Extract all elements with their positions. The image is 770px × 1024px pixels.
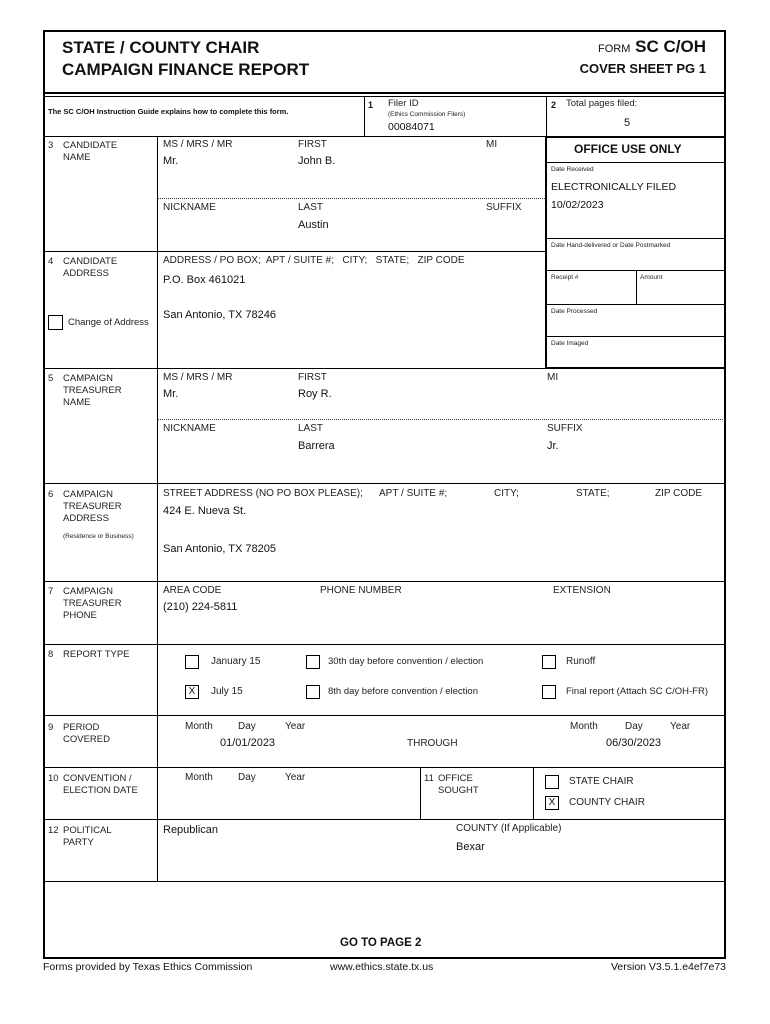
- jan15-checkbox[interactable]: [185, 655, 199, 669]
- zip-label: ZIP CODE: [417, 255, 465, 266]
- processed-label: Date Processed: [551, 308, 598, 315]
- candidate-address-field-label: [163, 256, 465, 266]
- amount-label: Amount: [640, 274, 663, 281]
- period-from-year-label: Year: [285, 721, 306, 732]
- period-to-month-label: Month: [570, 721, 598, 732]
- office-use-line-c: [546, 304, 725, 305]
- section5-bottom: [43, 483, 726, 484]
- filed-text: ELECTRONICALLY FILED: [551, 181, 677, 193]
- period-to-date: 06/30/2023: [606, 737, 662, 749]
- party-label: POLITICAL PARTY: [63, 825, 112, 848]
- office-use-line-d: [546, 336, 725, 337]
- runoff-checkbox[interactable]: [542, 655, 556, 669]
- section8-bottom: [43, 715, 726, 716]
- row1-divider-a: [364, 96, 365, 136]
- treasurer-first-label: FIRST: [298, 372, 327, 383]
- area-code-label: AREA CODE: [163, 585, 222, 596]
- final-report-label: Final report (Attach SC C/OH-FR): [566, 686, 708, 697]
- section7-bottom: [43, 644, 726, 645]
- treasurer-name-dotted: [158, 419, 725, 420]
- filer-id-label: Filer ID: [388, 98, 419, 109]
- date-received-label: Date Received: [551, 166, 594, 173]
- period-to-day-label: Day: [625, 721, 643, 732]
- section12-bottom: [43, 881, 726, 882]
- report-type-num: 8: [48, 649, 54, 660]
- footer-right: Version V3.5.1.e4ef7e73: [610, 961, 726, 973]
- phone-number-label: PHONE NUMBER: [320, 585, 402, 596]
- filer-id-value: 00084071: [388, 121, 435, 133]
- filer-id-num: 1: [368, 100, 374, 110]
- office-use-title-line: [546, 162, 725, 163]
- candidate-mi-label: MI: [486, 139, 498, 150]
- address-label: ADDRESS / PO BOX;: [163, 255, 261, 266]
- county-label: COUNTY (If Applicable): [456, 823, 562, 834]
- section9-bottom: [43, 767, 726, 768]
- treasurer-nickname-label: NICKNAME: [163, 423, 216, 434]
- form-code-value: SC C/OH: [635, 37, 706, 56]
- candidate-name-dotted: [158, 198, 545, 199]
- imaged-label: Date Imaged: [551, 340, 589, 347]
- candidate-prefix: Mr.: [163, 155, 179, 167]
- county-chair-label: COUNTY CHAIR: [569, 797, 645, 808]
- candidate-first: John B.: [298, 155, 336, 167]
- candidate-name-label: CANDIDATE NAME: [63, 140, 118, 163]
- candidate-name-num: 3: [48, 140, 54, 151]
- change-of-address-label: Change of Address: [68, 317, 149, 328]
- office-sought-divider-b: [533, 767, 534, 819]
- candidate-suffix-label: SUFFIX: [486, 202, 522, 213]
- jan15-label: January 15: [211, 656, 261, 667]
- convention-num: 10: [48, 773, 59, 784]
- day30-checkbox[interactable]: [306, 655, 320, 669]
- office-sought-num: 11: [424, 773, 434, 784]
- party-value: Republican: [163, 824, 219, 836]
- convention-year-label: Year: [285, 772, 306, 783]
- day8-label: 8th day before convention / election: [328, 686, 478, 697]
- candidate-address-line1: P.O. Box 461021: [163, 274, 246, 286]
- treasurer-prefix: Mr.: [163, 388, 179, 400]
- row1-divider-b: [546, 96, 547, 136]
- section10-bottom: [43, 819, 726, 820]
- treasurer-address-num: 6: [48, 489, 54, 500]
- hand-delivered-label: Date Hand-delivered or Date Postmarked: [551, 242, 671, 249]
- city-label: CITY;: [342, 255, 368, 266]
- treasurer-mi-label: MI: [547, 372, 559, 383]
- party-num: 12: [48, 825, 59, 836]
- footer-left: Forms provided by Texas Ethics Commission: [43, 961, 253, 973]
- instructions-text: The SC C/OH Instruction Guide explains how to complete this form.: [48, 107, 289, 116]
- period-through: THROUGH: [407, 738, 458, 749]
- treasurer-street-label: STREET ADDRESS (NO PO BOX PLEASE);: [163, 488, 363, 499]
- treasurer-name-label: CAMPAIGN TREASURER NAME: [63, 373, 122, 408]
- treasurer-name-num: 5: [48, 373, 54, 384]
- county-value: Bexar: [456, 841, 485, 853]
- period-from-day-label: Day: [238, 721, 256, 732]
- candidate-address-label: CANDIDATE ADDRESS: [63, 256, 118, 279]
- candidate-first-label: FIRST: [298, 139, 327, 150]
- office-sought-divider: [420, 767, 421, 819]
- receipt-amount-divider: [636, 270, 637, 304]
- candidate-address-num: 4: [48, 256, 54, 267]
- candidate-prefix-label: MS / MRS / MR: [163, 139, 233, 150]
- treasurer-suffix-label: SUFFIX: [547, 423, 583, 434]
- treasurer-phone-value: (210) 224-5811: [163, 601, 238, 613]
- header-divider-thin: [43, 96, 726, 97]
- candidate-last-label: LAST: [298, 202, 324, 213]
- apt-label: APT / SUITE #;: [265, 255, 334, 266]
- period-label: PERIOD COVERED: [63, 722, 110, 745]
- go-to-page-2: GO TO PAGE 2: [340, 937, 422, 949]
- office-sought-label: OFFICE SOUGHT: [438, 773, 479, 796]
- treasurer-prefix-label: MS / MRS / MR: [163, 372, 233, 383]
- label-column-divider: [157, 136, 158, 881]
- treasurer-apt-label: APT / SUITE #;: [379, 488, 448, 499]
- period-num: 9: [48, 722, 54, 733]
- form-title-line2: CAMPAIGN FINANCE REPORT: [62, 60, 310, 79]
- jul15-checkbox[interactable]: X: [185, 685, 199, 699]
- treasurer-suffix: Jr.: [547, 440, 559, 452]
- day8-checkbox[interactable]: [306, 685, 320, 699]
- convention-day-label: Day: [238, 772, 256, 783]
- form-title-line1: STATE / COUNTY CHAIR: [62, 38, 260, 57]
- treasurer-address-label: CAMPAIGN TREASURER ADDRESS: [63, 489, 122, 524]
- report-type-label: REPORT TYPE: [63, 649, 130, 660]
- treasurer-first: Roy R.: [298, 388, 332, 400]
- state-chair-label: STATE CHAIR: [569, 776, 634, 787]
- state-chair-checkbox[interactable]: [545, 775, 559, 789]
- filer-id-sublabel: (Ethics Commission Filers): [388, 111, 466, 118]
- treasurer-phone-num: 7: [48, 586, 54, 597]
- convention-month-label: Month: [185, 772, 213, 783]
- final-report-checkbox[interactable]: [542, 685, 556, 699]
- treasurer-state-label: STATE;: [576, 488, 610, 499]
- form-subtitle: COVER SHEET PG 1: [579, 61, 706, 76]
- jul15-label: July 15: [211, 686, 243, 697]
- treasurer-last-label: LAST: [298, 423, 324, 434]
- receipt-label: Receipt #: [551, 274, 579, 281]
- treasurer-address-line2: San Antonio, TX 78205: [163, 543, 276, 555]
- change-of-address-checkbox[interactable]: [48, 315, 63, 330]
- county-chair-checkbox[interactable]: X: [545, 796, 559, 810]
- state-label: STATE;: [375, 255, 410, 266]
- period-from-date: 01/01/2023: [220, 737, 276, 749]
- candidate-nickname-label: NICKNAME: [163, 202, 216, 213]
- section4-bottom: [43, 368, 726, 369]
- treasurer-phone-label: CAMPAIGN TREASURER PHONE: [63, 586, 122, 621]
- treasurer-address-note: (Residence or Business): [63, 533, 134, 540]
- convention-label: CONVENTION / ELECTION DATE: [63, 773, 138, 796]
- total-pages-num: 2: [551, 100, 557, 110]
- office-use-title: OFFICE USE ONLY: [574, 142, 682, 156]
- form-code: [598, 38, 706, 55]
- day30-label: 30th day before convention / election: [328, 656, 484, 667]
- period-from-month-label: Month: [185, 721, 213, 732]
- extension-label: EXTENSION: [553, 585, 611, 596]
- section6-bottom: [43, 581, 726, 582]
- filed-date: 10/02/2023: [551, 199, 604, 211]
- total-pages-value: 5: [624, 117, 631, 129]
- total-pages-label: Total pages filed:: [566, 98, 638, 109]
- candidate-last: Austin: [298, 219, 329, 231]
- section3-bottom: [43, 251, 546, 252]
- period-to-year-label: Year: [670, 721, 691, 732]
- treasurer-address-line1: 424 E. Nueva St.: [163, 505, 247, 517]
- treasurer-zip-label: ZIP CODE: [655, 488, 703, 499]
- footer-center: www.ethics.state.tx.us: [330, 961, 434, 973]
- candidate-address-line2: San Antonio, TX 78246: [163, 309, 276, 321]
- runoff-label: Runoff: [566, 656, 596, 667]
- office-use-line-a: [546, 238, 725, 239]
- form-prefix: FORM: [598, 43, 631, 55]
- treasurer-city-label: CITY;: [494, 488, 519, 499]
- treasurer-last: Barrera: [298, 440, 335, 452]
- header-divider: [43, 92, 726, 94]
